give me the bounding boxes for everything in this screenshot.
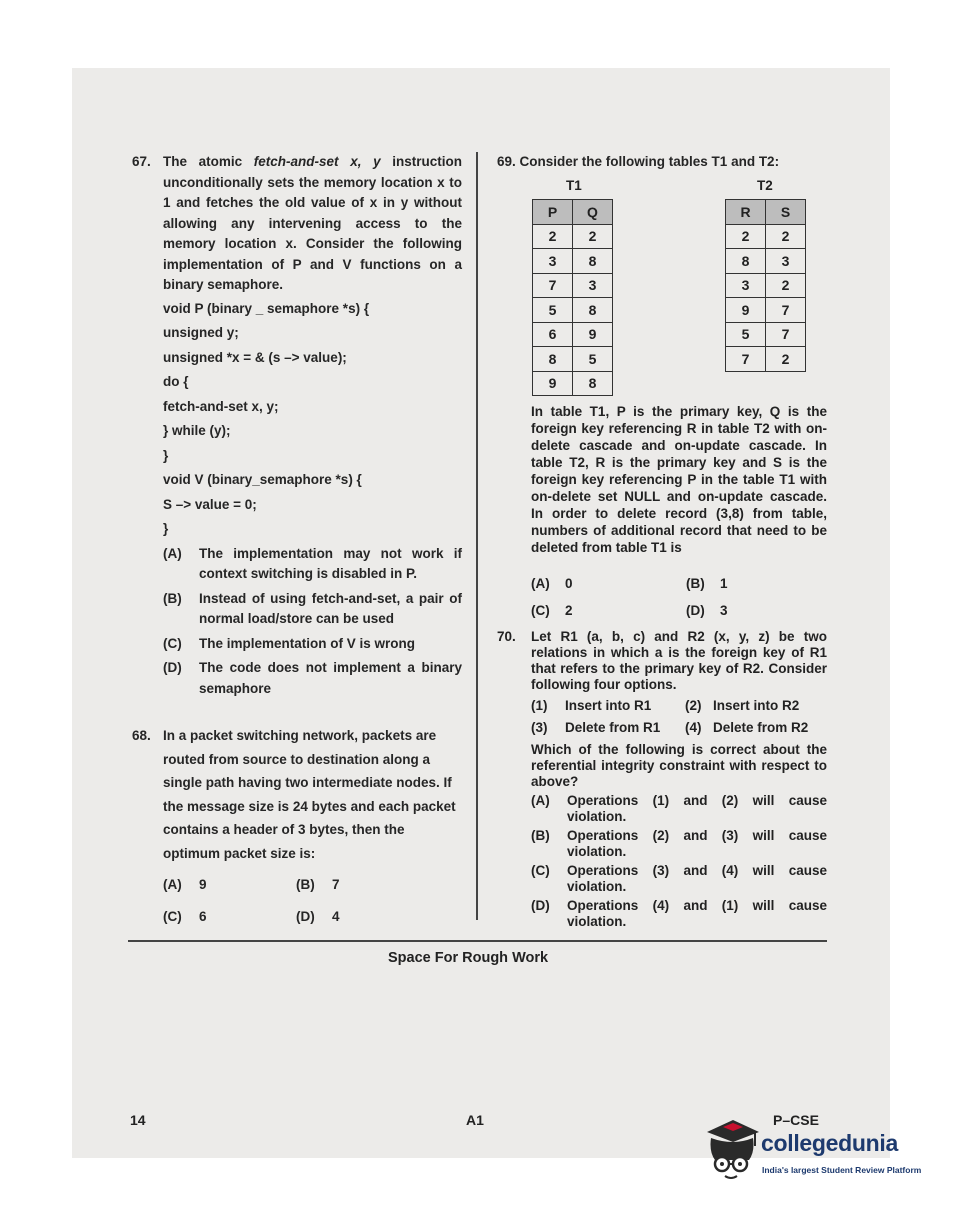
code-line: void P (binary _ semaphore *s) { (163, 300, 370, 316)
question-67-code (132, 297, 462, 542)
code-line: fetch-and-set x, y; (163, 398, 279, 414)
question-68-options (163, 873, 462, 937)
code-line: void V (binary_semaphore *s) { (163, 472, 362, 487)
table-cell: 2 (573, 224, 613, 249)
table-header-row (533, 200, 613, 225)
table-cell: 2 (766, 347, 806, 372)
question-70-options (531, 793, 827, 930)
table-cell: 2 (766, 273, 806, 298)
code-line: do { (163, 374, 189, 389)
question-70-question: Which of the following is correct about the referential integrity constraint with respect to above? (531, 742, 827, 789)
table-row (533, 298, 613, 323)
rough-work-label: Space For Rough Work (388, 950, 549, 966)
question-67-number: 67. (132, 154, 151, 169)
question-70-number: 70. (497, 629, 516, 644)
question-68-number: 68. (132, 728, 151, 743)
table-cell: 7 (726, 347, 766, 372)
code-line: S –> value = 0; (163, 496, 257, 512)
table-row (533, 347, 613, 372)
table-row (726, 298, 806, 323)
code-line: unsigned y; (163, 325, 239, 340)
table-t2-title: T2 (757, 178, 773, 193)
table-header-row (726, 200, 806, 225)
table-cell: 2 (726, 224, 766, 249)
table-cell: 3 (766, 249, 806, 274)
option-a: (A) Operations (1) and (2) will cause violation. (531, 793, 827, 824)
question-67-emphasis: fetch-and-set x, y (253, 154, 381, 169)
table-cell: 8 (573, 249, 613, 274)
question-70-text: Let R1 (a, b, c) and R2 (x, y, z) be two relations in which a is the foreign key of R1 that refers to the primary key of R2. Consider following four options. (531, 629, 827, 692)
table-cell: 8 (726, 249, 766, 274)
table-cell: 9 (726, 298, 766, 323)
option-c: (C) The implementation of V is wrong (163, 635, 416, 651)
table-cell: 8 (573, 298, 613, 323)
table-header-cell: Q (573, 200, 613, 225)
question-69-options (531, 576, 827, 624)
question-67-text: The atomic fetch-and-set x, y instruction unconditionally sets the memory location x to 1 and fetches the old value of x in y without allowing any intervening access to the memory location x. Consider the following implementation of P and V functions on a binary semaphore. (163, 154, 462, 292)
table-cell: 3 (726, 273, 766, 298)
question-67 (132, 152, 462, 699)
option-a: (A) The implementation may not work if context switching is disabled in P. (163, 545, 462, 581)
option-b: (B) 1 (686, 576, 728, 591)
table-header-cell: R (726, 200, 766, 225)
table-cell: 5 (573, 347, 613, 372)
table-cell: 9 (573, 322, 613, 347)
table-row (726, 347, 806, 372)
operation-1: (1) Insert into R1 (531, 698, 652, 713)
table-cell: 7 (533, 273, 573, 298)
table-cell: 6 (533, 322, 573, 347)
table-header-cell: P (533, 200, 573, 225)
table-t2 (725, 199, 806, 372)
option-c: (C) 2 (531, 603, 573, 618)
option-b: (B) Instead of using fetch-and-set, a pair of normal load/store can be used (163, 590, 462, 626)
question-70-operations (531, 698, 827, 742)
table-header-cell: S (766, 200, 806, 225)
table-row (533, 273, 613, 298)
table-row (533, 322, 613, 347)
table-cell: 9 (533, 371, 573, 396)
question-70 (497, 629, 827, 930)
collegedunia-logo (703, 1118, 933, 1188)
option-c: (C) 6 (163, 909, 207, 924)
page-number: 14 (130, 1112, 146, 1128)
table-cell: 2 (766, 224, 806, 249)
table-cell: 2 (533, 224, 573, 249)
operation-3: (3) Delete from R1 (531, 720, 661, 735)
code-line: } while (y); (163, 423, 231, 438)
code-line: } (163, 521, 169, 536)
set-code: A1 (466, 1112, 484, 1128)
question-68-text: In a packet switching network, packets are routed from source to destination along a single path having two intermediate nodes. If the message size is 24 bytes and each packet contains a header of 3 bytes, then the optimum packet size is: (163, 728, 456, 861)
code-line: unsigned *x = & (s –> value); (163, 349, 347, 365)
table-t1 (532, 199, 613, 396)
table-cell: 5 (726, 322, 766, 347)
option-b: (B) Operations (2) and (3) will cause violation. (531, 828, 827, 859)
mascot-icon (703, 1118, 761, 1186)
option-b: (B) 7 (296, 877, 340, 892)
operation-2: (2) Insert into R2 (685, 698, 800, 713)
table-row (726, 273, 806, 298)
table-cell: 3 (573, 273, 613, 298)
operation-4: (4) Delete from R2 (685, 720, 809, 735)
option-c: (C) Operations (3) and (4) will cause violation. (531, 863, 827, 894)
question-69-number: 69. (497, 154, 516, 169)
option-d: (D) Operations (4) and (1) will cause violation. (531, 898, 827, 929)
table-cell: 8 (573, 371, 613, 396)
table-cell: 7 (766, 322, 806, 347)
code-line: } (163, 447, 169, 463)
table-cell: 3 (533, 249, 573, 274)
logo-name: collegedunia (761, 1130, 898, 1156)
table-row (726, 224, 806, 249)
table-cell: 8 (533, 347, 573, 372)
table-t1-title: T1 (566, 178, 582, 193)
column-divider (476, 152, 478, 920)
table-row (533, 249, 613, 274)
option-d: (D) The code does not implement a binary semaphore (163, 660, 462, 696)
table-row (533, 371, 613, 396)
option-a: (A) 0 (531, 576, 573, 591)
option-d: (D) 4 (296, 909, 340, 924)
question-69-header (497, 152, 832, 173)
option-d: (D) 3 (686, 603, 728, 618)
table-row (726, 249, 806, 274)
rough-work-divider (128, 940, 827, 942)
table-row (726, 322, 806, 347)
question-67-options (132, 544, 462, 700)
paper-code: P–CSE (773, 1112, 819, 1128)
table-row (533, 224, 613, 249)
question-69-body: In table T1, P is the primary key, Q is the foreign key referencing R in table T2 with on-delete cascade and on-update cascade. In table T2, R is the primary key and S is the foreign key referencing P in the table T1 with on-delete set NULL and on-update cascade. In order to delete record (3,8) from table, numbers of additional record that need to be deleted from table T1 is (531, 404, 827, 555)
option-a: (A) 9 (163, 877, 207, 892)
logo-tagline: India's largest Student Review Platform (762, 1165, 922, 1175)
table-cell: 5 (533, 298, 573, 323)
question-68 (132, 724, 462, 937)
table-cell: 7 (766, 298, 806, 323)
question-69-text: Consider the following tables T1 and T2: (519, 154, 780, 169)
